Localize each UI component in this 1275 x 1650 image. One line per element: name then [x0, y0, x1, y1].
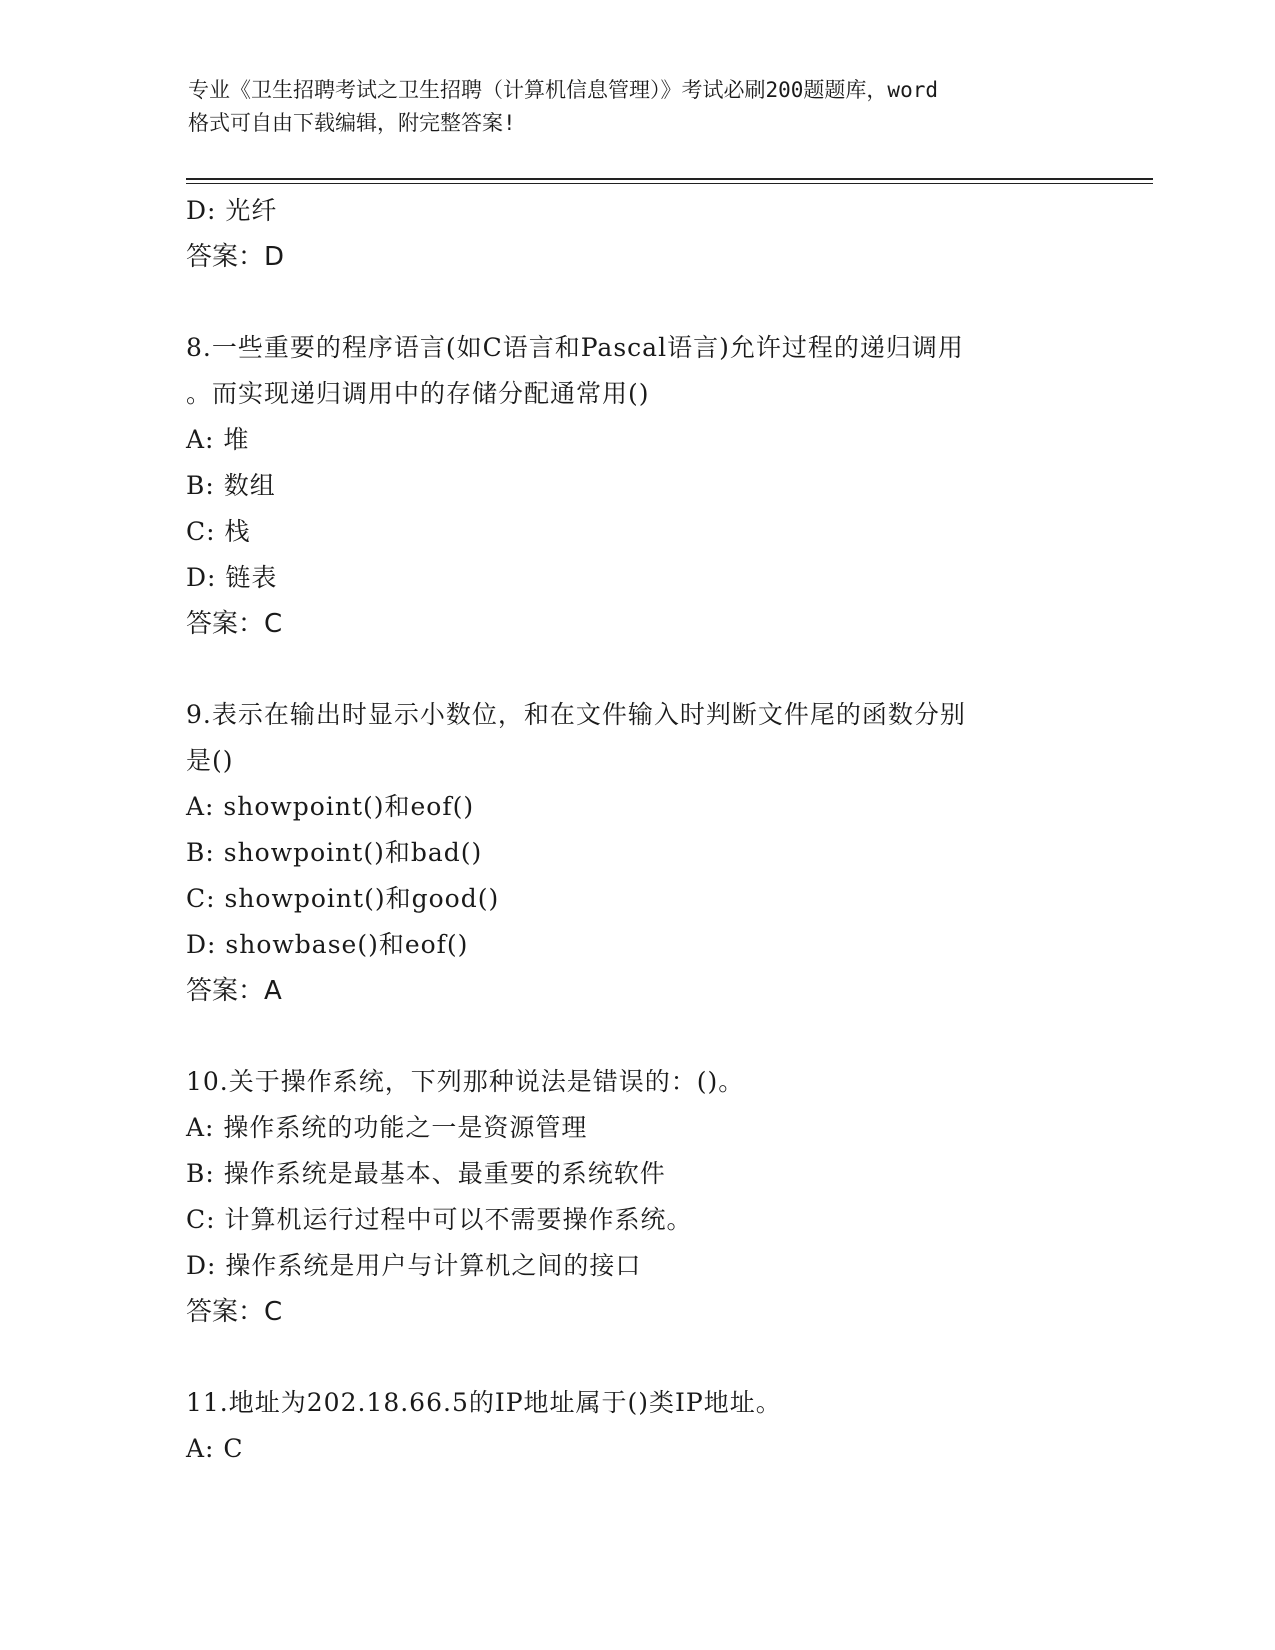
answer-line: 答案：A	[186, 976, 282, 1006]
option-b: B: 数组	[186, 471, 276, 500]
option-c: C: 计算机运行过程中可以不需要操作系统。	[186, 1205, 693, 1234]
option-d: D: 操作系统是用户与计算机之间的接口	[186, 1251, 642, 1280]
question-stem-continued: 。而实现递归调用中的存储分配通常用()	[186, 379, 650, 408]
question-stem: 10.关于操作系统，下列那种说法是错误的：()。	[186, 1067, 745, 1096]
spacer	[186, 647, 1086, 692]
option-a: A: C	[186, 1434, 244, 1463]
answer-line: 答案：D	[186, 242, 285, 272]
answer-line: 答案：C	[186, 609, 283, 639]
question-stem-continued: 是()	[186, 746, 234, 775]
question-list	[186, 188, 1086, 1472]
question-11	[186, 1380, 1086, 1472]
option-a: A: showpoint()和eof()	[186, 792, 475, 821]
question-10	[186, 1059, 1086, 1335]
spacer	[186, 280, 1086, 325]
header-title-line-1: 专业《卫生招聘考试之卫生招聘（计算机信息管理）》考试必刷200题题库，word	[188, 78, 938, 102]
option-d: D: 光纤	[186, 196, 278, 225]
page-header	[188, 74, 1088, 140]
option-c: C: showpoint()和good()	[186, 884, 500, 913]
header-title-line-2: 格式可自由下载编辑，附完整答案!	[188, 111, 516, 135]
question-8	[186, 325, 1086, 647]
option-d: D: 链表	[186, 563, 278, 592]
question-stem: 11.地址为202.18.66.5的IP地址属于()类IP地址。	[186, 1388, 782, 1417]
question-stem: 8.一些重要的程序语言(如C语言和Pascal语言)允许过程的递归调用	[186, 333, 964, 362]
option-b: B: showpoint()和bad()	[186, 838, 483, 867]
option-a: A: 堆	[186, 425, 250, 454]
option-b: B: 操作系统是最基本、最重要的系统软件	[186, 1159, 666, 1188]
header-divider	[186, 178, 1153, 180]
header-divider-thin	[186, 183, 1153, 184]
question-9	[186, 692, 1086, 1014]
option-c: C: 栈	[186, 517, 251, 546]
option-d: D: showbase()和eof()	[186, 930, 469, 959]
spacer	[186, 1335, 1086, 1380]
question-stem: 9.表示在输出时显示小数位，和在文件输入时判断文件尾的函数分别	[186, 700, 966, 729]
option-a: A: 操作系统的功能之一是资源管理	[186, 1113, 588, 1142]
spacer	[186, 1014, 1086, 1059]
answer-line: 答案：C	[186, 1297, 283, 1327]
